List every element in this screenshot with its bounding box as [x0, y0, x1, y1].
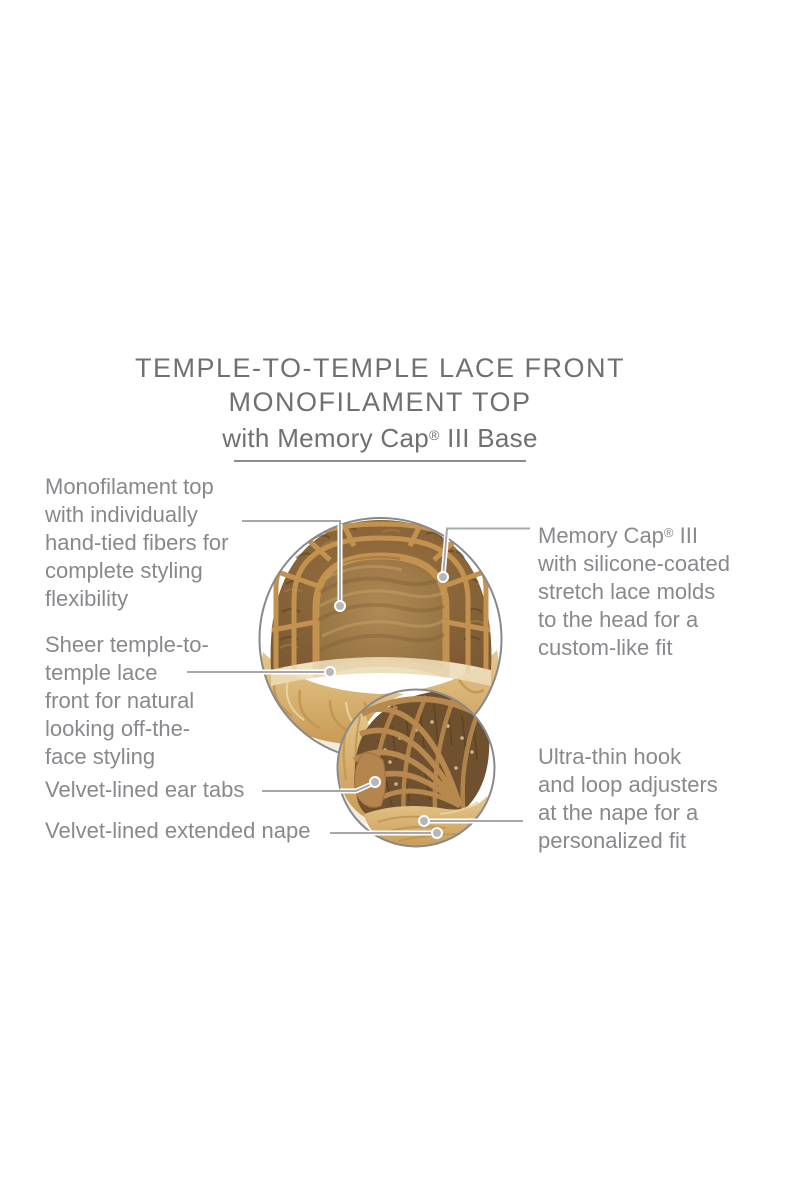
callout-text-line: custom-like fit [538, 635, 673, 660]
title-divider [234, 460, 526, 462]
callout-monofilament-top [45, 473, 228, 613]
callout-text-line: at the nape for a [538, 800, 699, 825]
callout-text-line: Velvet-lined extended nape [45, 818, 311, 843]
callout-memory-cap [538, 519, 730, 662]
callout-hook-loop-adjusters [538, 743, 718, 855]
registered-mark: ® [663, 525, 674, 540]
callout-text-line: hand-tied fibers for [45, 530, 229, 555]
callout-text-line: temple lace [45, 660, 158, 685]
callout-text-line: Monofilament top [45, 474, 214, 499]
callout-text-line: looking off-the- [45, 716, 191, 741]
callout-text-line: and loop adjusters [538, 772, 718, 797]
callout-text-line: with silicone-coated [538, 551, 730, 576]
callout-sheer-lace-front [45, 631, 209, 771]
callout-dot-hook-loop [418, 815, 430, 827]
callout-ear-tabs [45, 776, 244, 804]
callout-text: III [673, 523, 698, 548]
title-block [0, 351, 760, 462]
callout-text-line: stretch lace molds [538, 579, 716, 604]
callout-extended-nape [45, 817, 310, 845]
callout-dot-monofilament-top [334, 600, 346, 612]
callout-text-line: personalized fit [538, 828, 686, 853]
callout-text-line: to the head for a [538, 607, 699, 632]
registered-mark: ® [429, 427, 440, 443]
callout-text-line: face styling [45, 744, 156, 769]
callout-text-line: flexibility [45, 586, 129, 611]
page-title-line1: TEMPLE-TO-TEMPLE LACE FRONT [134, 353, 626, 383]
callout-text-line: Velvet-lined ear tabs [45, 777, 245, 802]
callout-dot-memory-cap [437, 571, 449, 583]
callout-text-line: Ultra-thin hook [538, 744, 682, 769]
subtitle-text: with Memory Cap [222, 423, 430, 453]
callout-dot-ear-tabs [369, 776, 381, 788]
callout-text-line: complete styling [45, 558, 203, 583]
callout-text: Memory Cap [538, 523, 664, 548]
callout-text-line: front for natural [45, 688, 195, 713]
callout-text-line [538, 519, 730, 550]
page-title-line2: MONOFILAMENT TOP [228, 387, 532, 417]
callout-dot-sheer-lace [324, 666, 336, 678]
subtitle-text-end: III Base [439, 423, 538, 453]
callout-text-line: with individually [45, 502, 198, 527]
callout-text-line: Sheer temple-to- [45, 632, 209, 657]
page-subtitle [0, 419, 760, 454]
callout-dot-extended-nape [431, 827, 443, 839]
